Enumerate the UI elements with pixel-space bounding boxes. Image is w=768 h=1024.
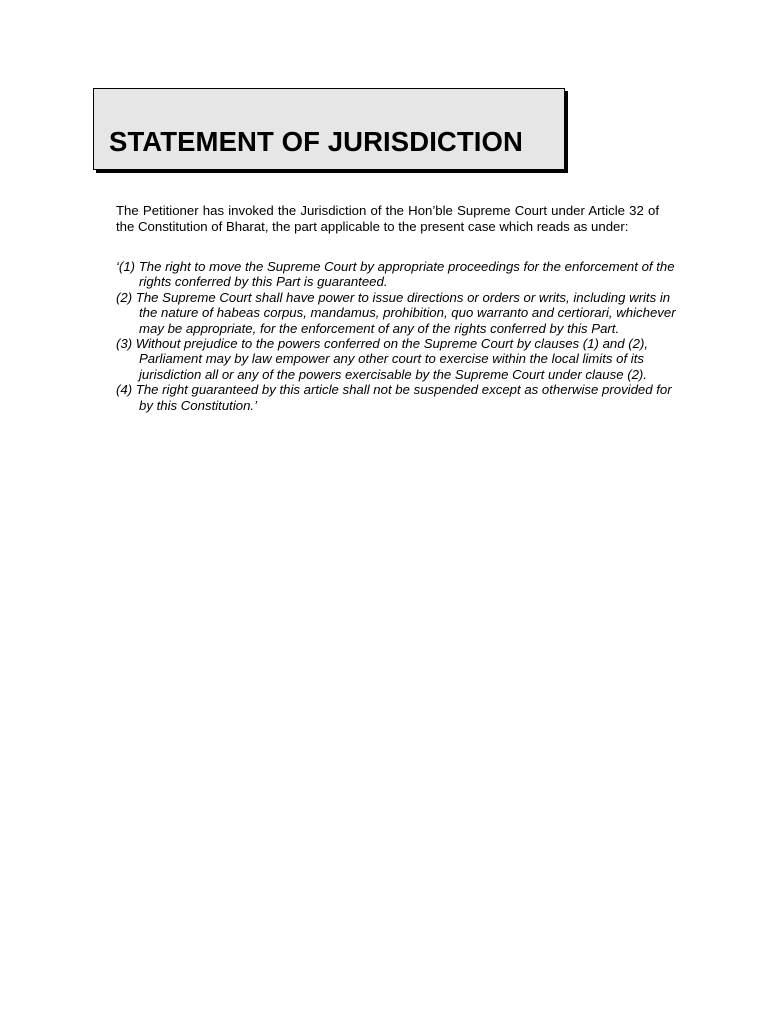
page-title: STATEMENT OF JURISDICTION [109, 126, 523, 157]
article-clauses [116, 259, 676, 413]
clause-1: ‘(1) The right to move the Supreme Court by appropriate proceedings for the enforcement of the rights conferred by this Part is guaranteed. [116, 259, 675, 290]
clause-3: (3) Without prejudice to the powers conferred on the Supreme Court by clauses (1) and (2), Parliament may by law empower any other court to exercise within the local limits of its jurisdiction all or any of the powers exercisable by the Supreme Court under clause (2). [116, 336, 649, 382]
heading-box [93, 88, 565, 170]
clause-2: (2) The Supreme Court shall have power to issue directions or orders or writs, including writs in the nature of habeas corpus, mandamus, prohibition, quo warranto and certiorari, whichever may be appropriate, for the enforcement of any of the rights conferred by this Part. [116, 289, 676, 336]
intro-paragraph: The Petitioner has invoked the Jurisdiction of the Hon’ble Supreme Court under Article 32 of the Constitution of Bharat, the part applicable to the present case which reads as under: [116, 203, 659, 234]
clause-4: (4) The right guaranteed by this article shall not be suspended except as otherwise provided for by this Constitution.’ [116, 382, 672, 413]
